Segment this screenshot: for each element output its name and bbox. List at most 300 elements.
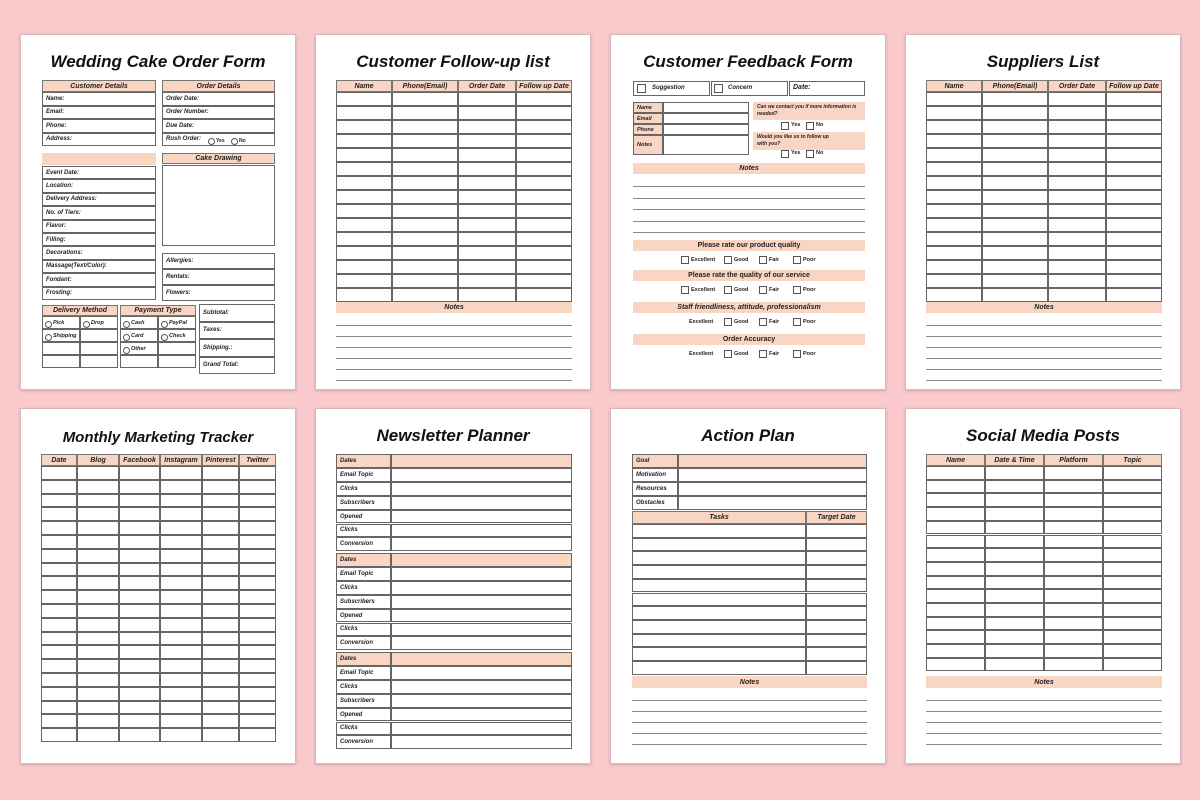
row-input[interactable]	[391, 680, 572, 694]
table-cell[interactable]	[926, 204, 982, 218]
row-input[interactable]	[391, 482, 572, 496]
table-cell[interactable]	[1044, 603, 1103, 617]
row-input[interactable]	[391, 468, 572, 482]
total-field[interactable]: Taxes:	[199, 322, 275, 340]
table-cell[interactable]	[1044, 548, 1103, 562]
field-input[interactable]	[663, 135, 749, 155]
row-input[interactable]	[391, 553, 572, 567]
event-field[interactable]: Event Date:	[42, 166, 156, 179]
ruled-line[interactable]	[926, 380, 1162, 381]
table-cell[interactable]	[458, 148, 516, 162]
table-cell[interactable]	[926, 162, 982, 176]
q1-no-checkbox[interactable]	[806, 122, 814, 130]
target-date-cell[interactable]	[806, 593, 867, 607]
table-cell[interactable]	[1103, 603, 1162, 617]
table-cell[interactable]	[1106, 92, 1162, 106]
table-cell[interactable]	[1106, 106, 1162, 120]
ruled-line[interactable]	[336, 358, 572, 359]
table-cell[interactable]	[160, 728, 202, 742]
table-cell[interactable]	[1103, 576, 1162, 590]
table-cell[interactable]	[1044, 644, 1103, 658]
event-field[interactable]: Frosting:	[42, 287, 156, 300]
table-cell[interactable]	[160, 480, 202, 494]
delivery-radio[interactable]	[45, 334, 52, 341]
table-cell[interactable]	[926, 106, 982, 120]
table-cell[interactable]	[77, 480, 119, 494]
table-cell[interactable]	[160, 576, 202, 590]
table-cell[interactable]	[516, 162, 572, 176]
concern-checkbox[interactable]	[714, 84, 723, 93]
table-cell[interactable]	[392, 162, 458, 176]
ruled-line[interactable]	[633, 209, 865, 210]
option-cell[interactable]	[80, 355, 118, 368]
ruled-line[interactable]	[632, 700, 867, 701]
table-cell[interactable]	[41, 521, 77, 535]
table-cell[interactable]	[392, 120, 458, 134]
table-cell[interactable]	[926, 288, 982, 302]
table-cell[interactable]	[41, 576, 77, 590]
table-cell[interactable]	[392, 148, 458, 162]
table-cell[interactable]	[239, 659, 276, 673]
table-cell[interactable]	[202, 645, 239, 659]
rating-checkbox[interactable]	[724, 256, 732, 264]
table-cell[interactable]	[1044, 466, 1103, 480]
table-cell[interactable]	[77, 521, 119, 535]
table-cell[interactable]	[516, 120, 572, 134]
customer-field[interactable]: Address:	[42, 133, 156, 147]
ruled-line[interactable]	[633, 232, 865, 233]
table-cell[interactable]	[77, 659, 119, 673]
table-cell[interactable]	[336, 92, 392, 106]
target-date-cell[interactable]	[806, 538, 867, 552]
table-cell[interactable]	[202, 590, 239, 604]
table-cell[interactable]	[239, 507, 276, 521]
table-cell[interactable]	[458, 274, 516, 288]
table-cell[interactable]	[160, 521, 202, 535]
extra-field[interactable]: Rentals:	[162, 269, 275, 285]
table-cell[interactable]	[926, 644, 985, 658]
event-field[interactable]: Flavor:	[42, 220, 156, 233]
table-cell[interactable]	[119, 604, 160, 618]
event-field[interactable]: Filling:	[42, 233, 156, 246]
table-cell[interactable]	[516, 288, 572, 302]
table-cell[interactable]	[119, 521, 160, 535]
table-cell[interactable]	[77, 590, 119, 604]
table-cell[interactable]	[239, 466, 276, 480]
ruled-line[interactable]	[336, 380, 572, 381]
table-cell[interactable]	[985, 548, 1044, 562]
table-cell[interactable]	[982, 190, 1048, 204]
rating-checkbox[interactable]	[793, 350, 801, 358]
table-cell[interactable]	[926, 617, 985, 631]
table-cell[interactable]	[119, 507, 160, 521]
table-cell[interactable]	[41, 590, 77, 604]
row-input[interactable]	[391, 510, 572, 524]
table-cell[interactable]	[41, 507, 77, 521]
table-cell[interactable]	[1106, 120, 1162, 134]
table-cell[interactable]	[926, 658, 985, 672]
row-input[interactable]	[391, 636, 572, 650]
ruled-line[interactable]	[336, 325, 572, 326]
table-cell[interactable]	[202, 687, 239, 701]
table-cell[interactable]	[119, 549, 160, 563]
table-cell[interactable]	[392, 106, 458, 120]
rating-checkbox[interactable]	[759, 286, 767, 294]
option-cell[interactable]	[42, 355, 80, 368]
row-input[interactable]	[391, 652, 572, 666]
table-cell[interactable]	[1106, 148, 1162, 162]
table-cell[interactable]	[926, 466, 985, 480]
row-input[interactable]	[391, 609, 572, 623]
table-cell[interactable]	[119, 632, 160, 646]
customer-field[interactable]: Name:	[42, 92, 156, 106]
table-cell[interactable]	[160, 714, 202, 728]
table-cell[interactable]	[926, 603, 985, 617]
option-cell[interactable]	[158, 355, 196, 368]
row-input[interactable]	[391, 595, 572, 609]
ruled-line[interactable]	[336, 336, 572, 337]
table-cell[interactable]	[1044, 480, 1103, 494]
table-cell[interactable]	[985, 493, 1044, 507]
ruled-line[interactable]	[926, 369, 1162, 370]
table-cell[interactable]	[41, 549, 77, 563]
table-cell[interactable]	[1044, 658, 1103, 672]
task-cell[interactable]	[632, 524, 806, 538]
rating-checkbox[interactable]	[793, 256, 801, 264]
table-cell[interactable]	[160, 507, 202, 521]
row-input[interactable]	[391, 496, 572, 510]
delivery-radio[interactable]	[83, 321, 90, 328]
order-field[interactable]: Rush Order:	[162, 133, 275, 147]
table-cell[interactable]	[336, 288, 392, 302]
target-date-cell[interactable]	[806, 565, 867, 579]
ruled-line[interactable]	[632, 711, 867, 712]
table-cell[interactable]	[239, 494, 276, 508]
table-cell[interactable]	[1103, 589, 1162, 603]
payment-radio[interactable]	[123, 347, 130, 354]
table-cell[interactable]	[926, 274, 982, 288]
table-cell[interactable]	[77, 535, 119, 549]
q1-yes-checkbox[interactable]	[781, 122, 789, 130]
table-cell[interactable]	[77, 576, 119, 590]
target-date-cell[interactable]	[806, 620, 867, 634]
table-cell[interactable]	[516, 232, 572, 246]
table-cell[interactable]	[458, 260, 516, 274]
table-cell[interactable]	[926, 92, 982, 106]
task-cell[interactable]	[632, 551, 806, 565]
field-input[interactable]	[663, 124, 749, 135]
table-cell[interactable]	[926, 148, 982, 162]
table-cell[interactable]	[982, 120, 1048, 134]
ruled-line[interactable]	[633, 198, 865, 199]
field-input[interactable]	[663, 113, 749, 124]
row-input[interactable]	[391, 708, 572, 722]
table-cell[interactable]	[1106, 218, 1162, 232]
table-cell[interactable]	[160, 563, 202, 577]
table-cell[interactable]	[41, 645, 77, 659]
table-cell[interactable]	[1048, 274, 1106, 288]
table-cell[interactable]	[119, 659, 160, 673]
table-cell[interactable]	[119, 687, 160, 701]
ruled-line[interactable]	[926, 347, 1162, 348]
table-cell[interactable]	[202, 494, 239, 508]
table-cell[interactable]	[119, 714, 160, 728]
total-field[interactable]: Grand Total:	[199, 357, 275, 375]
row-input[interactable]	[391, 524, 572, 538]
table-cell[interactable]	[982, 204, 1048, 218]
table-cell[interactable]	[239, 604, 276, 618]
table-cell[interactable]	[119, 728, 160, 742]
table-cell[interactable]	[982, 260, 1048, 274]
table-cell[interactable]	[516, 92, 572, 106]
table-cell[interactable]	[202, 618, 239, 632]
ruled-line[interactable]	[336, 369, 572, 370]
table-cell[interactable]	[458, 134, 516, 148]
delivery-radio[interactable]	[45, 321, 52, 328]
option-cell[interactable]	[80, 329, 118, 342]
table-cell[interactable]	[985, 480, 1044, 494]
table-cell[interactable]	[202, 480, 239, 494]
table-cell[interactable]	[985, 507, 1044, 521]
table-cell[interactable]	[77, 645, 119, 659]
ruled-line[interactable]	[926, 700, 1162, 701]
table-cell[interactable]	[202, 673, 239, 687]
table-cell[interactable]	[982, 288, 1048, 302]
table-cell[interactable]	[160, 494, 202, 508]
table-cell[interactable]	[392, 218, 458, 232]
table-cell[interactable]	[336, 134, 392, 148]
table-cell[interactable]	[982, 148, 1048, 162]
table-cell[interactable]	[41, 632, 77, 646]
table-cell[interactable]	[41, 604, 77, 618]
table-cell[interactable]	[985, 521, 1044, 535]
event-field[interactable]: Fondant:	[42, 273, 156, 286]
table-cell[interactable]	[516, 204, 572, 218]
rating-checkbox[interactable]	[759, 350, 767, 358]
table-cell[interactable]	[239, 535, 276, 549]
table-cell[interactable]	[982, 218, 1048, 232]
table-cell[interactable]	[392, 176, 458, 190]
table-cell[interactable]	[41, 466, 77, 480]
table-cell[interactable]	[926, 507, 985, 521]
task-cell[interactable]	[632, 634, 806, 648]
table-cell[interactable]	[516, 106, 572, 120]
target-date-cell[interactable]	[806, 661, 867, 675]
table-cell[interactable]	[1048, 288, 1106, 302]
table-cell[interactable]	[458, 120, 516, 134]
table-cell[interactable]	[458, 246, 516, 260]
table-cell[interactable]	[1106, 274, 1162, 288]
table-cell[interactable]	[77, 618, 119, 632]
table-cell[interactable]	[985, 562, 1044, 576]
table-cell[interactable]	[41, 535, 77, 549]
table-cell[interactable]	[239, 645, 276, 659]
table-cell[interactable]	[985, 603, 1044, 617]
task-cell[interactable]	[632, 538, 806, 552]
table-cell[interactable]	[516, 260, 572, 274]
table-cell[interactable]	[336, 274, 392, 288]
suggestion-checkbox[interactable]	[637, 84, 646, 93]
ruled-line[interactable]	[926, 336, 1162, 337]
table-cell[interactable]	[119, 673, 160, 687]
table-cell[interactable]	[160, 604, 202, 618]
table-cell[interactable]	[202, 549, 239, 563]
rating-checkbox[interactable]	[793, 318, 801, 326]
table-cell[interactable]	[77, 494, 119, 508]
table-cell[interactable]	[239, 563, 276, 577]
event-field[interactable]: Delivery Address:	[42, 193, 156, 206]
table-cell[interactable]	[1106, 260, 1162, 274]
table-cell[interactable]	[985, 535, 1044, 549]
table-cell[interactable]	[516, 176, 572, 190]
table-cell[interactable]	[392, 274, 458, 288]
table-cell[interactable]	[41, 701, 77, 715]
table-cell[interactable]	[77, 466, 119, 480]
row-input[interactable]	[391, 581, 572, 595]
table-cell[interactable]	[239, 521, 276, 535]
table-cell[interactable]	[336, 190, 392, 204]
table-cell[interactable]	[77, 701, 119, 715]
row-input[interactable]	[391, 666, 572, 680]
table-cell[interactable]	[1048, 246, 1106, 260]
ruled-line[interactable]	[633, 221, 865, 222]
table-cell[interactable]	[1044, 576, 1103, 590]
table-cell[interactable]	[926, 562, 985, 576]
table-cell[interactable]	[336, 218, 392, 232]
ruled-line[interactable]	[632, 744, 867, 745]
table-cell[interactable]	[1044, 507, 1103, 521]
target-date-cell[interactable]	[806, 647, 867, 661]
table-cell[interactable]	[985, 644, 1044, 658]
rating-checkbox[interactable]	[724, 318, 732, 326]
table-cell[interactable]	[1106, 134, 1162, 148]
table-cell[interactable]	[926, 232, 982, 246]
table-cell[interactable]	[77, 549, 119, 563]
table-cell[interactable]	[202, 535, 239, 549]
table-cell[interactable]	[202, 576, 239, 590]
table-cell[interactable]	[41, 714, 77, 728]
table-cell[interactable]	[926, 218, 982, 232]
target-date-cell[interactable]	[806, 579, 867, 593]
table-cell[interactable]	[982, 92, 1048, 106]
option-cell[interactable]	[158, 342, 196, 355]
table-cell[interactable]	[336, 162, 392, 176]
table-cell[interactable]	[1106, 162, 1162, 176]
table-cell[interactable]	[239, 687, 276, 701]
table-cell[interactable]	[392, 204, 458, 218]
table-cell[interactable]	[160, 466, 202, 480]
task-cell[interactable]	[632, 661, 806, 675]
table-cell[interactable]	[1048, 204, 1106, 218]
table-cell[interactable]	[926, 190, 982, 204]
table-cell[interactable]	[239, 673, 276, 687]
rating-checkbox[interactable]	[759, 256, 767, 264]
table-cell[interactable]	[1048, 260, 1106, 274]
table-cell[interactable]	[239, 576, 276, 590]
table-cell[interactable]	[77, 673, 119, 687]
q2-no-checkbox[interactable]	[806, 150, 814, 158]
row-input[interactable]	[391, 694, 572, 708]
field-input[interactable]	[678, 482, 867, 496]
ruled-line[interactable]	[632, 733, 867, 734]
field-input[interactable]	[678, 468, 867, 482]
task-cell[interactable]	[632, 647, 806, 661]
table-cell[interactable]	[926, 246, 982, 260]
table-cell[interactable]	[982, 176, 1048, 190]
table-cell[interactable]	[119, 576, 160, 590]
table-cell[interactable]	[1044, 493, 1103, 507]
table-cell[interactable]	[1103, 630, 1162, 644]
table-cell[interactable]	[202, 659, 239, 673]
order-field[interactable]: Order Number:	[162, 106, 275, 120]
table-cell[interactable]	[336, 106, 392, 120]
rating-checkbox[interactable]	[793, 286, 801, 294]
cake-drawing-area[interactable]	[162, 165, 275, 246]
table-cell[interactable]	[458, 204, 516, 218]
table-cell[interactable]	[336, 148, 392, 162]
table-cell[interactable]	[202, 604, 239, 618]
table-cell[interactable]	[1103, 507, 1162, 521]
table-cell[interactable]	[336, 176, 392, 190]
table-cell[interactable]	[77, 507, 119, 521]
table-cell[interactable]	[516, 190, 572, 204]
table-cell[interactable]	[1106, 232, 1162, 246]
table-cell[interactable]	[239, 714, 276, 728]
ruled-line[interactable]	[336, 347, 572, 348]
table-cell[interactable]	[1044, 589, 1103, 603]
table-cell[interactable]	[119, 563, 160, 577]
field-input[interactable]	[678, 454, 867, 468]
total-field[interactable]: Subtotal:	[199, 304, 275, 322]
table-cell[interactable]	[926, 548, 985, 562]
table-cell[interactable]	[1048, 106, 1106, 120]
table-cell[interactable]	[1106, 204, 1162, 218]
row-input[interactable]	[391, 735, 572, 749]
table-cell[interactable]	[77, 563, 119, 577]
table-cell[interactable]	[77, 714, 119, 728]
rating-checkbox[interactable]	[724, 286, 732, 294]
table-cell[interactable]	[77, 604, 119, 618]
table-cell[interactable]	[202, 714, 239, 728]
table-cell[interactable]	[77, 687, 119, 701]
table-cell[interactable]	[926, 535, 985, 549]
table-cell[interactable]	[1106, 246, 1162, 260]
table-cell[interactable]	[1048, 148, 1106, 162]
table-cell[interactable]	[458, 106, 516, 120]
table-cell[interactable]	[926, 176, 982, 190]
table-cell[interactable]	[1048, 162, 1106, 176]
ruled-line[interactable]	[632, 722, 867, 723]
ruled-line[interactable]	[926, 711, 1162, 712]
table-cell[interactable]	[458, 288, 516, 302]
table-cell[interactable]	[926, 120, 982, 134]
target-date-cell[interactable]	[806, 606, 867, 620]
table-cell[interactable]	[336, 204, 392, 218]
target-date-cell[interactable]	[806, 551, 867, 565]
payment-radio[interactable]	[123, 321, 130, 328]
order-field[interactable]: Due Date:	[162, 119, 275, 133]
target-date-cell[interactable]	[806, 524, 867, 538]
table-cell[interactable]	[982, 134, 1048, 148]
table-cell[interactable]	[1103, 535, 1162, 549]
table-cell[interactable]	[985, 658, 1044, 672]
table-cell[interactable]	[1048, 134, 1106, 148]
table-cell[interactable]	[119, 494, 160, 508]
table-cell[interactable]	[41, 494, 77, 508]
table-cell[interactable]	[516, 274, 572, 288]
table-cell[interactable]	[160, 549, 202, 563]
event-field[interactable]: Massage(Text/Color):	[42, 260, 156, 273]
